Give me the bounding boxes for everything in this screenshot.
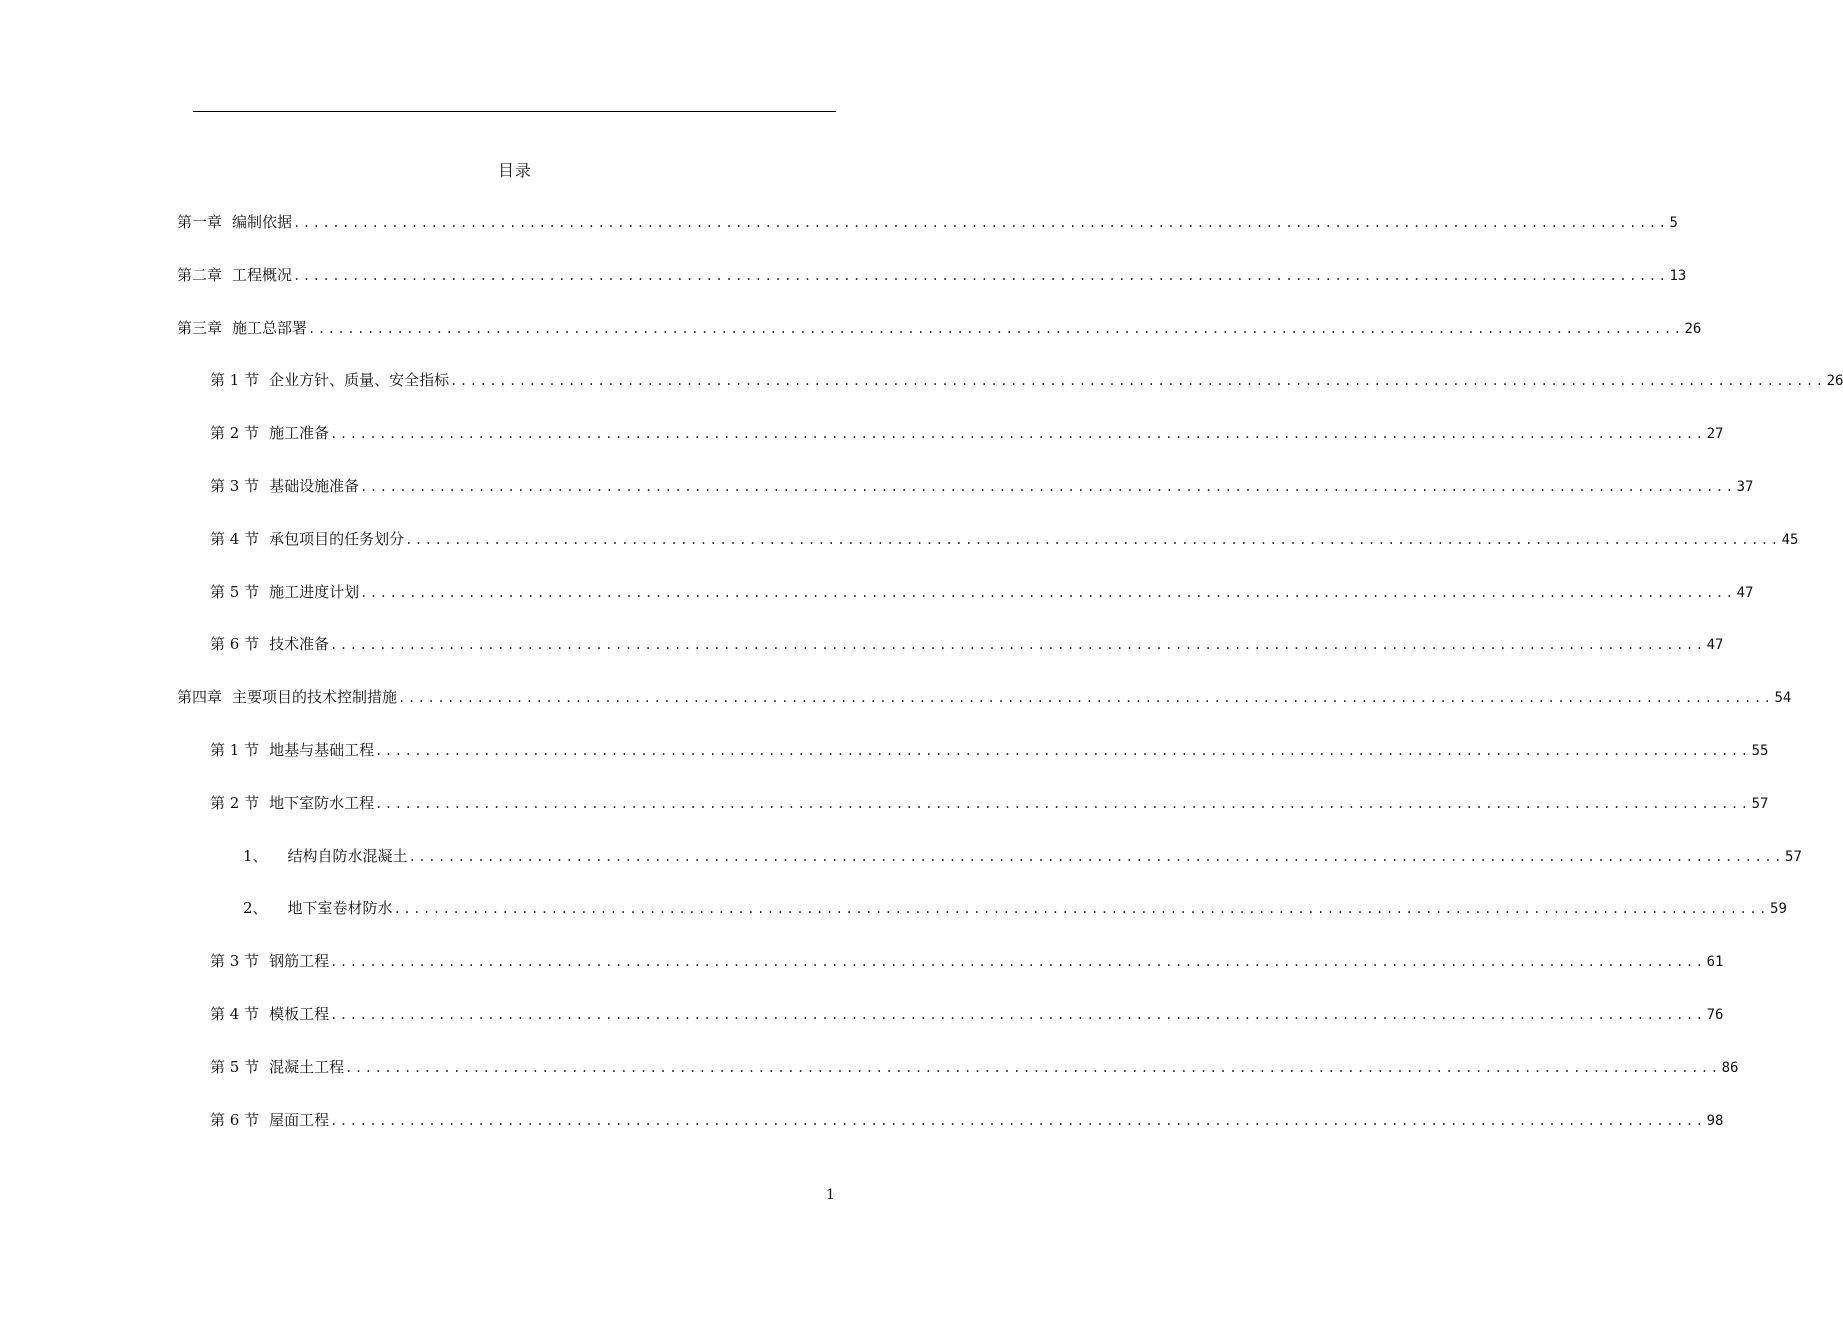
page-number: 1	[826, 1187, 835, 1203]
toc-entry-label	[210, 529, 404, 549]
toc-dot-leader: ............................................................................................................................................	[330, 427, 1706, 441]
toc-entry-label	[210, 740, 374, 760]
toc-entry-label	[210, 476, 359, 496]
toc-entry-title: 承包项目的任务划分	[269, 530, 405, 548]
toc-entry-page: 45	[1781, 532, 1799, 548]
toc-dot-leader: ............................................................................................................................................	[293, 216, 1669, 230]
toc-entry[interactable]	[177, 687, 1792, 708]
toc-entry-title: 地基与基础工程	[269, 741, 375, 759]
toc-entry-number: 第 6 节	[210, 635, 260, 653]
toc-entry[interactable]	[177, 212, 1678, 233]
toc-entry-number: 第 5 节	[210, 1058, 260, 1076]
toc-entry-number: 第 6 节	[210, 1111, 260, 1129]
toc-entry[interactable]	[210, 423, 1724, 444]
toc-entry[interactable]	[210, 1110, 1724, 1131]
toc-entry-label	[210, 582, 359, 602]
toc-dot-leader: ............................................................................................................................................	[398, 691, 1774, 705]
toc-entry[interactable]	[210, 793, 1769, 814]
toc-entry-label	[177, 265, 292, 285]
toc-entry-page: 37	[1736, 479, 1754, 495]
toc-entry[interactable]	[210, 476, 1754, 497]
toc-entry-label	[210, 1004, 329, 1024]
toc-entry-title: 施工进度计划	[269, 583, 360, 601]
toc-entry-page: 55	[1751, 743, 1769, 759]
toc-entry[interactable]	[177, 318, 1702, 339]
toc-entry-title: 企业方针、质量、安全指标	[269, 371, 450, 389]
toc-entry-number: 第 5 节	[210, 583, 260, 601]
toc-entry-title: 混凝土工程	[269, 1058, 345, 1076]
toc-entry-title: 结构自防水混凝土	[287, 847, 408, 865]
toc-entry[interactable]	[210, 1057, 1739, 1078]
toc-entry-label	[243, 846, 408, 866]
toc-entry-page: 86	[1721, 1060, 1739, 1076]
toc-entry-label	[177, 687, 397, 707]
toc-entry-title: 屋面工程	[269, 1111, 330, 1129]
toc-entry-number: 第 3 节	[210, 952, 260, 970]
toc-dot-leader: ............................................................................................................................................	[308, 322, 1684, 336]
toc-entry-number: 第四章	[177, 688, 223, 706]
toc-dot-leader: ............................................................................................................................................	[330, 1008, 1706, 1022]
toc-entry[interactable]	[210, 582, 1754, 603]
toc-entry-label	[177, 318, 307, 338]
toc-entry-number: 第二章	[177, 266, 223, 284]
toc-entry-label	[210, 634, 329, 654]
toc-entry-page: 76	[1706, 1007, 1724, 1023]
toc-entry[interactable]	[210, 370, 1843, 391]
toc-entry[interactable]	[210, 634, 1724, 655]
toc-dot-leader: ............................................................................................................................................	[330, 1114, 1706, 1128]
toc-entry-page: 59	[1770, 901, 1787, 917]
toc-entry-title: 施工准备	[269, 424, 330, 442]
toc-entry-title: 编制依据	[232, 213, 293, 231]
toc-entry[interactable]	[210, 529, 1799, 550]
toc-entry-title: 施工总部署	[232, 319, 308, 337]
toc-dot-leader: ............................................................................................................................................	[408, 850, 1785, 864]
toc-dot-leader: ............................................................................................................................................	[293, 269, 1669, 283]
toc-dot-leader: ............................................................................................................................................	[360, 586, 1736, 600]
toc-entry-number: 第 1 节	[210, 371, 260, 389]
toc-entry-number: 第三章	[177, 319, 223, 337]
toc-entry[interactable]	[243, 846, 1802, 867]
toc-entry-label	[210, 793, 374, 813]
toc-entry-title: 工程概况	[232, 266, 293, 284]
toc-entry-page: 13	[1669, 268, 1687, 284]
toc-entry-title: 地下室卷材防水	[287, 899, 393, 917]
toc-dot-leader: ............................................................................................................................................	[450, 374, 1826, 388]
toc-entry-page: 54	[1774, 690, 1792, 706]
toc-dot-leader: ............................................................................................................................................	[375, 797, 1751, 811]
toc-entry-number: 1、	[243, 847, 268, 865]
toc-entry-title: 钢筋工程	[269, 952, 330, 970]
toc-entry-title: 基础设施准备	[269, 477, 360, 495]
toc-dot-leader: ............................................................................................................................................	[330, 955, 1706, 969]
toc-entry-number: 第一章	[177, 213, 223, 231]
toc-entry[interactable]	[243, 898, 1787, 919]
toc-entry-number: 第 3 节	[210, 477, 260, 495]
toc-entry-label	[177, 212, 292, 232]
toc-entry-number: 第 1 节	[210, 741, 260, 759]
toc-entry-label	[243, 898, 393, 918]
toc-dot-leader: ............................................................................................................................................	[405, 533, 1781, 547]
toc-entry-label	[210, 370, 449, 390]
toc-dot-leader: ............................................................................................................................................	[375, 744, 1751, 758]
toc-entry-number: 第 4 节	[210, 530, 260, 548]
toc-entry[interactable]	[210, 1004, 1724, 1025]
toc-dot-leader: ............................................................................................................................................	[393, 902, 1770, 916]
toc-entry-page: 27	[1706, 426, 1724, 442]
toc-entry-page: 47	[1706, 637, 1724, 653]
toc-entry-page: 57	[1785, 849, 1802, 865]
toc-entry-page: 5	[1669, 215, 1678, 231]
toc-dot-leader: ............................................................................................................................................	[360, 480, 1736, 494]
toc-entry-label	[210, 423, 329, 443]
toc-dot-leader: ............................................................................................................................................	[345, 1061, 1721, 1075]
toc-entry-page: 61	[1706, 954, 1724, 970]
toc-dot-leader: ............................................................................................................................................	[330, 638, 1706, 652]
toc-entry-label	[210, 951, 329, 971]
toc-entry-label	[210, 1110, 329, 1130]
toc-title: 目录	[497, 161, 532, 180]
toc-entry-number: 第 2 节	[210, 794, 260, 812]
toc-entry-page: 47	[1736, 585, 1754, 601]
toc-entry-label	[210, 1057, 344, 1077]
toc-entry-title: 模板工程	[269, 1005, 330, 1023]
toc-entry-title: 地下室防水工程	[269, 794, 375, 812]
toc-entry-title: 主要项目的技术控制措施	[232, 688, 398, 706]
toc-entry-number: 第 4 节	[210, 1005, 260, 1023]
toc-entry[interactable]	[177, 265, 1687, 286]
toc-entry-page: 26	[1684, 321, 1702, 337]
toc-entry-page: 26	[1826, 373, 1843, 389]
toc-entry-page: 57	[1751, 796, 1769, 812]
toc-entry[interactable]	[210, 740, 1769, 761]
toc-entry-number: 2、	[243, 899, 268, 917]
toc-entry-title: 技术准备	[269, 635, 330, 653]
toc-entry[interactable]	[210, 951, 1724, 972]
toc-entry-page: 98	[1706, 1113, 1724, 1129]
toc-entry-number: 第 2 节	[210, 424, 260, 442]
